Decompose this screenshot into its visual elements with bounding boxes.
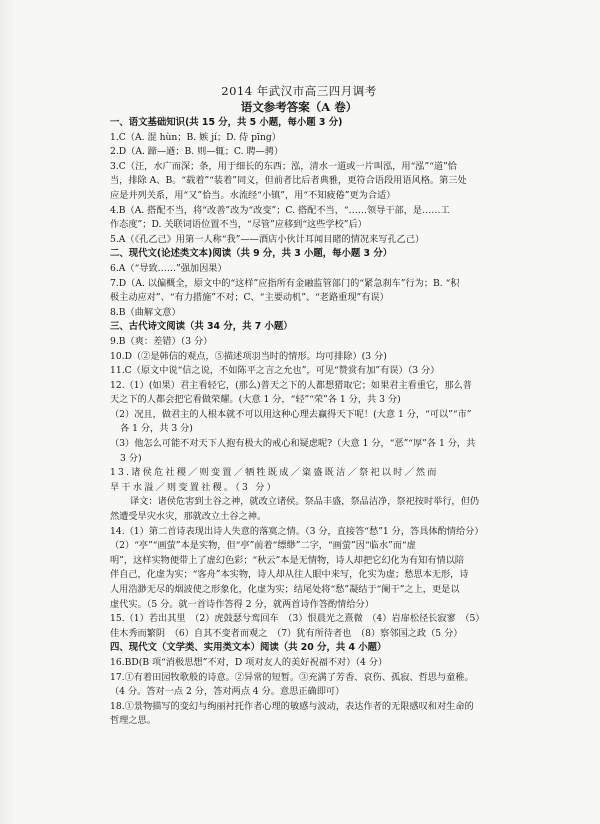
section-heading: 四、现代文（文学类、实用类文本）阅读（共 20 分，共 4 小题） <box>110 642 387 654</box>
answer-line: 哲理之思。 <box>110 715 156 727</box>
answer-line: （4 分。答对一点 2 分，答对两点 4 分。意思正确即可） <box>110 686 345 698</box>
answer-line: 应是并列关系，用“又”恰当。水流经“小镇”，用“不知疲倦”更为合适） <box>110 189 396 201</box>
answer-line: 3.C（汪，水广而深；条，用于细长的东西；泓，清水一道或一片叫泓，用“泓”“道”恰 <box>110 160 457 172</box>
answer-line: 8.B（曲解文意） <box>110 306 181 318</box>
section-heading: 三、古代诗文阅读（共 34 分，共 7 小题） <box>110 321 293 333</box>
answer-line: 人用浩渺无尽的烟波使之形象化，化虚为实；结尾处将“愁”凝结于“阑干”之上，更是以 <box>110 584 460 595</box>
answer-line: 旱干水溢／则变置社稷。（3 分） <box>110 481 278 493</box>
answer-line: 天之下的人都会把它看做荣耀。(大意 1 分，“轻”“荣”各 1 分，共 3 分) <box>110 394 401 406</box>
answer-line: 3 分) <box>120 452 142 464</box>
answer-line: （3）他怎么可能不对天下人抱有极大的戒心和疑虑呢?（大意 1 分，“恶”“厚”各 1 分，共 <box>110 438 476 450</box>
answer-line: 佳木秀而繁阴 （6）自其不变者而观之 （7）犹有所待者也 （8）察邻国之政（5 分） <box>110 627 463 639</box>
answer-line: 极主动应对”、“有力措施”不对；C、“主要动机”、“老路重现”有误） <box>110 292 389 304</box>
answer-line: 伴自己，化虚为实；“客舟”本实物，诗人却从往人眼中来写，化实为虚；愁思本无形，诗 <box>110 569 469 581</box>
answer-line: 然遭受旱灾水灾，那就改立土谷之神。 <box>110 511 267 523</box>
answer-line: 明”，这样实物便带上了虚幻色彩；“秋云”本是无情物，诗人却把它幻化为有知有情以陪 <box>110 554 465 566</box>
answer-line: 2.D（A. 蹄—遒；B. 则—辄；C. 聘—骋） <box>110 146 284 158</box>
answer-line: （2）“亭”“画萤”本是实物，但“亭”前着“缥缈”二字，“画萤”因“临水”而“虚 <box>110 540 416 552</box>
answer-line: 各 1 分，共 3 分) <box>120 423 193 435</box>
answer-line: 15.（1）若出其里 （2）虎鼓瑟兮鸾回车 （3）恨晨光之熹微 （4）岩扉松径长寂寥 （5） <box>110 613 485 625</box>
answer-line: 18.①景物描写的变幻与绚丽衬托作者心理的敏感与波动，表达作者的无限感叹和对生命的 <box>110 700 474 712</box>
answer-line: 17.①有着田园牧歌般的诗意。②异常的短暂。③充满了芳香、哀伤、孤寂、哲思与童稚。 <box>110 671 474 683</box>
answer-line: 9.B（爽：差错）（3 分） <box>110 335 213 347</box>
answer-line: 6.A（“导致……”强加因果） <box>110 262 227 274</box>
answer-line: 10.D（②是韩信的观点，⑤描述项羽当时的情形。均可排除）(3 分) <box>110 350 387 362</box>
section-heading: 一、语文基础知识(共 15 分，共 5 小题，每小题 3 分) <box>110 117 343 128</box>
document-title: 2014 年武汉市高三四月调考 <box>221 84 377 98</box>
answer-line: 译文：诸侯危害到土谷之神，就改立诸侯。祭品丰盛，祭品洁净，祭祀按时举行，但仍 <box>130 496 480 508</box>
answer-line: 虚代实。（5 分。就一首诗作答得 2 分，就两首诗作答酌情给分） <box>110 598 374 610</box>
answer-line: 12.（1）(如果）君主看轻它，(那么)普天之下的人都想猎取它；如果君主看重它，那么普 <box>110 379 472 391</box>
answer-line: 当，排除 A、B。“载着”“装着”同义，但前者比后者典雅，更符合语段用语风格。第三处 <box>110 175 467 187</box>
answer-line: 16.BD(B 项“消极思想”不对，D 项对友人的美好祝福不对）（4 分） <box>110 656 388 668</box>
answer-line: 11.C（原文中说“信之说，不如陈平之言之允也”，可见“赞赏有加”有误）（3 分） <box>110 365 440 377</box>
answer-line: 5.A（《孔乙己》用第一人称“我”——酒店小伙计耳闻目睹的情况来写孔乙己） <box>110 233 425 245</box>
answer-line: 14.（1）第二首诗表现出诗人失意的落寞之情。（3 分，直接答“愁”1 分，答具体酌情给分） <box>110 525 484 537</box>
section-heading: 二、现代文(论述类文本)阅读（共 9 分，共 3 小题，每小题 3 分） <box>110 248 393 260</box>
answer-line: （2）况且，做君主的人根本就不可以用这种心理去赢得天下呢！(大意 1 分，“可以”“市” <box>110 408 472 420</box>
answer-line: 1.C（A. 混 hùn；B. 嫉 jí；D. 侍 pīng） <box>110 131 281 143</box>
answer-line: 作态度”；D. 关联词语位置不当，“尽管”应移到“这些学校”后） <box>110 219 367 231</box>
document-subtitle: 语文参考答案（A 卷） <box>240 100 358 114</box>
answer-line: 13.诸侯危社稷／则变置／牺牲既成／粢盛既洁／祭祀以时／然而 <box>110 467 439 479</box>
answer-line: 4.B（A. 搭配不当，将“改善”改为“改变”；C. 搭配不当，“……领导干部，是……工 <box>110 204 450 216</box>
answer-body <box>110 116 558 729</box>
answer-line: 7.D（A. 以偏概全，原文中的“这样”应指所有金融监管部门的“紧急刹车”行为；B. “积 <box>110 277 460 289</box>
